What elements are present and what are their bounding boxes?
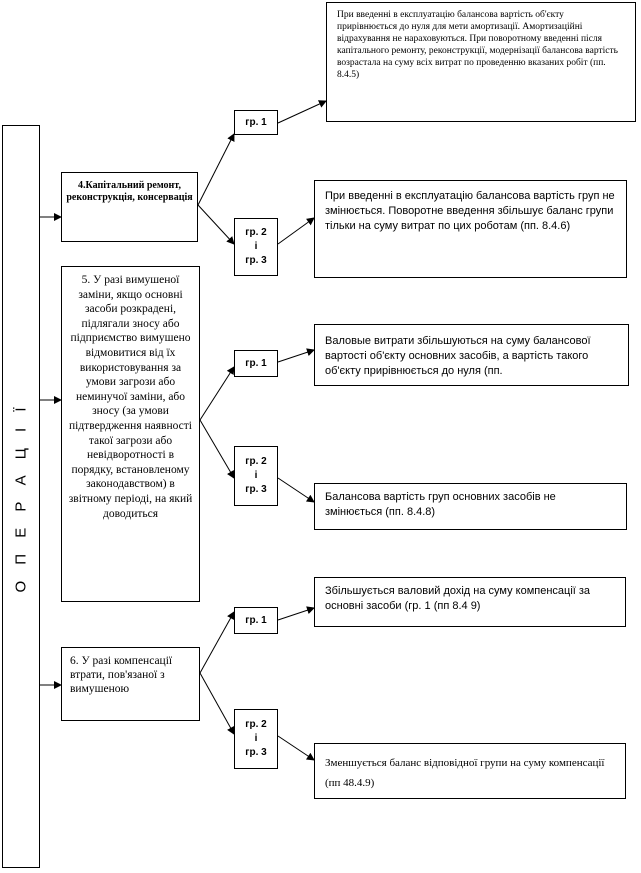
op5-result-1-text: Валовые витрати збільшуються на суму балансової вартості об'єкту основних засобів, а вартість такого об'єкту прирівнюється до нуля (пп.	[325, 335, 591, 377]
op6-group-1	[234, 607, 278, 634]
arrow-g23-res4	[278, 478, 314, 502]
op5-result-group-1	[314, 324, 629, 386]
operation-6-text: 6. У разі компенсації втрати, пов'язаної з вимушеною	[70, 655, 173, 695]
operations-side-label	[2, 125, 40, 868]
op5-g23-line2: і	[254, 470, 258, 481]
arrow-op4-g23	[198, 205, 234, 244]
arrow-op6-g1	[200, 612, 234, 673]
arrow-g1-res1	[278, 101, 326, 123]
op5-group-1-label: гр. 1	[245, 358, 267, 369]
side-label-text: О П Е Р А Ц І Ї	[12, 400, 30, 593]
op5-group-1	[234, 350, 278, 377]
arrow-g23-res2	[278, 218, 314, 244]
op6-result-1-text: Збільшується валовий дохід на суму компенсації за основні засоби (гр. 1 (пп 8.4 9)	[325, 585, 591, 612]
operation-5-text: 5. У разі вимушеної заміни, якщо основні засоби розкрадені, підлягали зносу або підприємство вимушено відмовитися від їх використовування за умови загрози або неминучої заміни, або зносу (за умови підтвердження наявності такої загрози або невідворотності в порядку, встановленому законодавством) в звітному періоді, на який доводиться	[68, 274, 193, 520]
arrow-g23-res6	[278, 736, 314, 760]
op6-group-2-3	[234, 709, 278, 769]
op4-result-group-1	[326, 2, 636, 122]
op5-g23-line1: гр. 2	[245, 456, 267, 467]
operation-4-box	[61, 172, 198, 242]
op4-g23-line1: гр. 2	[245, 227, 267, 238]
op6-result-group-1	[314, 577, 626, 627]
op6-group-1-label: гр. 1	[245, 615, 267, 626]
operation-4-text: 4.Капітальний ремонт, реконструкція, консервація	[66, 180, 193, 203]
op5-result-2-text: Балансова вартість груп основних засобів не змінюється (пп. 8.4.8)	[325, 491, 556, 518]
op6-result-2-text: Зменшується баланс відповідної групи на суму компенсації (пп 48.4.9)	[325, 757, 605, 789]
op5-g23-line3: гр. 3	[245, 484, 267, 495]
operation-6-box	[61, 647, 200, 721]
op4-group-1-label: гр. 1	[245, 117, 267, 128]
arrow-op5-g1	[200, 367, 234, 420]
arrow-op6-g23	[200, 673, 234, 734]
op4-result-1-text: При введенні в експлуатацію балансова вартість об'єкту прирівнюється до нуля для мети амортизації. Амортизаційні відрахування не нараховуються. При поворотному введенні після капітального ремонту, реконструкції, модернізації балансова вартість возрастала на суму всіх витрат по проведенню вказаних робіт (пп. 8.4.5)	[337, 10, 618, 80]
op6-result-group-2-3	[314, 743, 626, 799]
arrow-g1-res3	[278, 350, 314, 362]
arrow-g1-res5	[278, 608, 314, 620]
arrow-op4-g1	[198, 134, 234, 205]
op4-group-2-3	[234, 218, 278, 276]
operation-5-box	[61, 266, 200, 602]
op5-result-group-2-3	[314, 483, 627, 530]
op4-g23-line3: гр. 3	[245, 255, 267, 266]
op4-result-2-text: При введенні в експлуатацію балансова вартість груп не змінюється. Поворотне введення збільшує баланс групи тільки на суму витрат по цих роботам (пп. 8.4.6)	[325, 190, 615, 232]
op6-g23-line1: гр. 2	[245, 719, 267, 730]
arrow-op5-g23	[200, 420, 234, 478]
op4-group-1	[234, 110, 278, 135]
op6-g23-line3: гр. 3	[245, 747, 267, 758]
op6-g23-line2: і	[254, 733, 258, 744]
op4-g23-line2: і	[254, 241, 258, 252]
op5-group-2-3	[234, 446, 278, 506]
op4-result-group-2-3	[314, 180, 627, 278]
